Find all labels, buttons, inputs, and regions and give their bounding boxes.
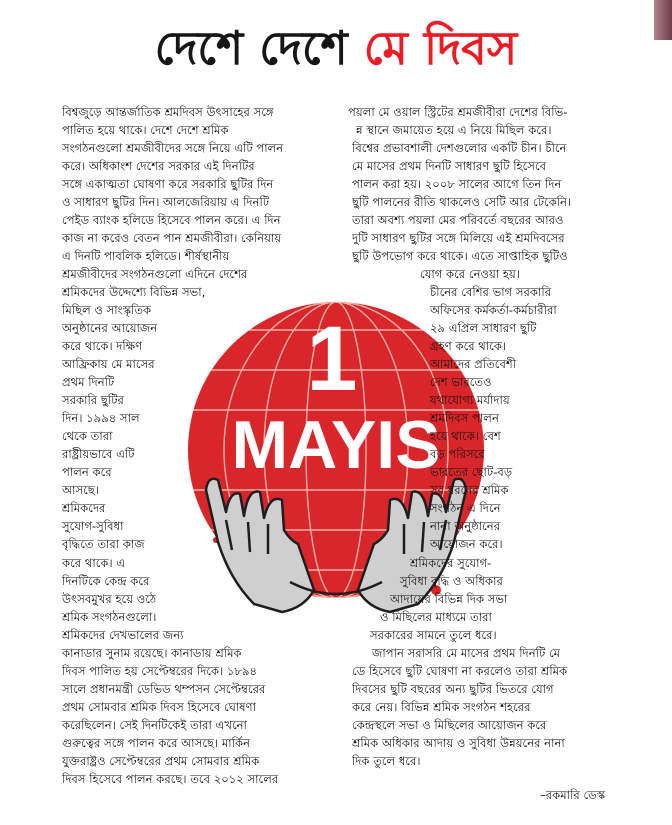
right-column-line: দিবসের ছুটি বছরের অন্য ছুটির ভিতরে যোগ xyxy=(352,681,554,696)
right-column-line: তারা অবশ্য পয়লা মের পরিবর্তে বছরের আরও xyxy=(352,213,564,228)
right-column-line: দেশ ভারতেও xyxy=(430,375,492,390)
left-column-line: আসছে। xyxy=(62,483,100,498)
left-column-line: মিছিল ও সাংস্কৃতিক xyxy=(62,303,152,318)
left-column-line: শ্রমিকদের xyxy=(62,501,106,516)
right-column-line: ডে হিসেবে ছুটি ঘোষণা না করলেও তারা শ্রমিক xyxy=(352,663,568,678)
left-column-line: বিশ্বজুড়ে আন্তর্জাতিক শ্রমদিবস উৎসাহের সঙ্গে xyxy=(62,105,274,119)
left-column-line: কাজ না করেও বেতন পান শ্রমজীবীরা। কেনিয়ায় xyxy=(62,231,282,246)
right-column-line: অফিসের কর্মকর্তা-কর্মচারীরা xyxy=(430,303,557,318)
left-column-line: রাষ্ট্রীয়ভাবে এটি xyxy=(62,447,135,462)
right-column-line: পয়লা মে ওয়াল স্ট্রিটের শ্রমজীবীরা দেশের বিভি- xyxy=(348,105,568,119)
left-column-line: শ্রমিক সংগঠনগুলো। xyxy=(62,609,157,624)
left-column-line: যুক্তরাষ্ট্রও সেপ্টেম্বরের প্রথম সোমবার শ্রমিক xyxy=(62,753,260,768)
right-column-line: সরকারের সামনে তুলে ধরে। xyxy=(370,627,497,642)
right-column-line: চীনের বেশির ভাগ সরকারি xyxy=(430,285,552,300)
right-column-line: সব ধরনের শ্রমিক xyxy=(430,483,509,498)
left-column-line: দিন। ১৯৯৪ সাল xyxy=(62,411,140,426)
left-column-line: এ দিনটি পাবলিক হলিডে। শীর্ষস্থানীয় xyxy=(62,249,230,264)
right-column-line: নানা অনুষ্ঠানের xyxy=(430,519,501,534)
right-column-line: ২৯ এপ্রিল সাধারণ ছুটি xyxy=(430,321,537,336)
right-column-line: ছুটি উপভোগ করে থাকে। এতে সাপ্তাহিক ছুটিও xyxy=(352,249,568,264)
right-column-line: কেন্দ্রস্থলে সভা ও মিছিলের আয়োজন করে xyxy=(352,717,547,732)
right-column-line: আদায়ের বিভিন্ন দিক সভা xyxy=(390,591,508,606)
right-column-line: হয়ে থাকে। বেশ xyxy=(430,429,501,444)
right-column-line: বিশ্বের প্রভাবশালী দেশগুলোর একটি চীন। চীনে xyxy=(352,141,567,156)
left-column-line: দিনটিকে কেন্দ্র করে xyxy=(62,573,150,588)
left-column-line: সুযোগ-সুবিধা xyxy=(62,519,124,534)
headline-part2: মে দিবস xyxy=(363,21,518,75)
left-column-line: শ্রমজীবীদের সংগঠনগুলো এদিনে দেশের xyxy=(62,267,248,282)
left-column-line: উৎসবমুখর হয়ে ওঠে xyxy=(62,591,157,606)
left-column-line: ও সাধারণ ছুটির দিন। আলজেরিয়ায় এ দিনটি xyxy=(62,195,270,210)
right-column-line: গ্রহণ করে থাকে। xyxy=(430,339,507,354)
poster-word: MAYIS xyxy=(231,407,441,483)
left-column-line: করে। অধিকাংশ দেশের সরকার এই দিনটির xyxy=(62,159,255,174)
left-column-line: সালে প্রধানমন্ত্রী ডেভিড থম্পসন সেপ্টেম্বরের xyxy=(62,681,266,696)
left-column-line: প্রথম দিনটি xyxy=(62,375,115,390)
right-column-line: শ্রমিক অধিকার আদায় ও সুবিধা উন্নয়নের নানা xyxy=(352,735,565,750)
right-column-line: শ্রমদিবস পালন xyxy=(430,411,499,426)
left-column-line: বৃদ্ধিতে তারা কাজ xyxy=(62,537,145,552)
right-column-line: ও মিছিলের মাধ্যমে তারা xyxy=(380,609,492,624)
headline-part1: দেশে দেশে xyxy=(154,21,348,75)
right-column-line: করে নেয়। বিভিন্ন শ্রমিক সংগঠন শহরের xyxy=(352,699,531,714)
left-column-line: পেইড ব্যাংক হলিডে হিসেবে পালন করে। এ দিন xyxy=(62,213,281,228)
right-column-line: মে মাসের প্রথম দিনটি সাধারণ ছুটি হিসেবে xyxy=(352,159,547,174)
left-column-line: অনুষ্ঠানের আয়োজন xyxy=(62,321,158,336)
right-column-line: জাপান সরাসরি মে মাসের প্রথম দিনটি মে xyxy=(372,645,561,660)
left-column-line: কানাডার সুনাম রয়েছে। কানাডায় শ্রমিক xyxy=(62,645,242,660)
left-column-line: করে থাকে। দক্ষিণ xyxy=(62,339,143,354)
left-column-line: সংগঠনগুলো শ্রমজীবীদের সঙ্গে নিয়ে এটি পালন xyxy=(62,141,284,156)
author-signature: –রকমারি ডেস্ক xyxy=(540,788,606,802)
right-column-line: সংগঠন এ দিনে xyxy=(430,501,501,516)
left-column-line: থেকে তারা xyxy=(62,429,113,444)
left-column-line: করে থাকে। এ xyxy=(62,555,126,570)
right-column-line: ন্ন স্থানে জমায়েত হয়ে এ নিয়ে মিছিল করে। xyxy=(356,123,552,138)
right-column-line: আয়োজন করে। xyxy=(430,537,503,552)
right-column-line: দিক তুলে ধরে। xyxy=(352,753,421,768)
headline xyxy=(0,18,672,78)
left-column-line: শ্রমিকদের দেখভালের জন্য xyxy=(62,627,184,642)
left-column-line: আফ্রিকায় মে মাসের xyxy=(62,357,155,372)
right-column-line: পালন করা হয়। ২০০৮ সালের আগে তিন দিন xyxy=(352,177,562,192)
left-column-line: দিবস হিসেবে পালন করছে। তবে ২০১২ সালের xyxy=(62,771,279,786)
right-column-line: সুবিধা বৃদ্ধি ও অধিকার xyxy=(400,573,503,588)
left-column-line: সরকারি ছুটির xyxy=(62,393,124,408)
left-column-line: গুরুত্বের সঙ্গে পালন করে আসছে। মার্কিন xyxy=(62,735,250,750)
right-column-line: আমাদের প্রতিবেশী xyxy=(430,357,517,372)
left-column-line: সঙ্গে একাত্মতা ঘোষণা করে সরকারি ছুটির দিন xyxy=(62,177,274,192)
left-column-line: দিবস পালিত হয় সেপ্টেম্বরের দিকে। ১৮৯৪ xyxy=(62,663,258,678)
left-column-line: শ্রমিকদের উদ্দেশ্যে বিভিন্ন সভা, xyxy=(62,285,206,300)
right-column-line: যথাযোগ্য মর্যাদায় xyxy=(430,393,510,408)
right-column-line: ভারতের ছোট-বড় xyxy=(430,465,513,480)
right-column-line: দুটি সাধারণ ছুটির সঙ্গে মিলিয়ে এই শ্রমদিবসের xyxy=(352,231,565,246)
left-column-line: পালন করে xyxy=(62,465,112,480)
right-column-line: ছুটি পালনের রীতি থাকলেও সেটি আর টেকেনি। xyxy=(352,195,572,210)
left-column-line: করেছিলেন। সেই দিনটিকেই তারা এখনো xyxy=(62,717,247,732)
poster-number: 1 xyxy=(306,308,358,410)
left-column-line: প্রথম সোমবার শ্রমিক দিবস হিসেবে ঘোষণা xyxy=(62,699,257,714)
left-column-line: পালিত হয়ে থাকে। দেশে দেশে শ্রমিক xyxy=(62,123,229,138)
right-column-line: যোগ করে নেওয়া হয়। xyxy=(420,267,520,282)
right-column-line: বড় পরিসরে xyxy=(430,447,485,462)
right-column-line: শ্রমিকদের সুযোগ- xyxy=(410,555,492,570)
